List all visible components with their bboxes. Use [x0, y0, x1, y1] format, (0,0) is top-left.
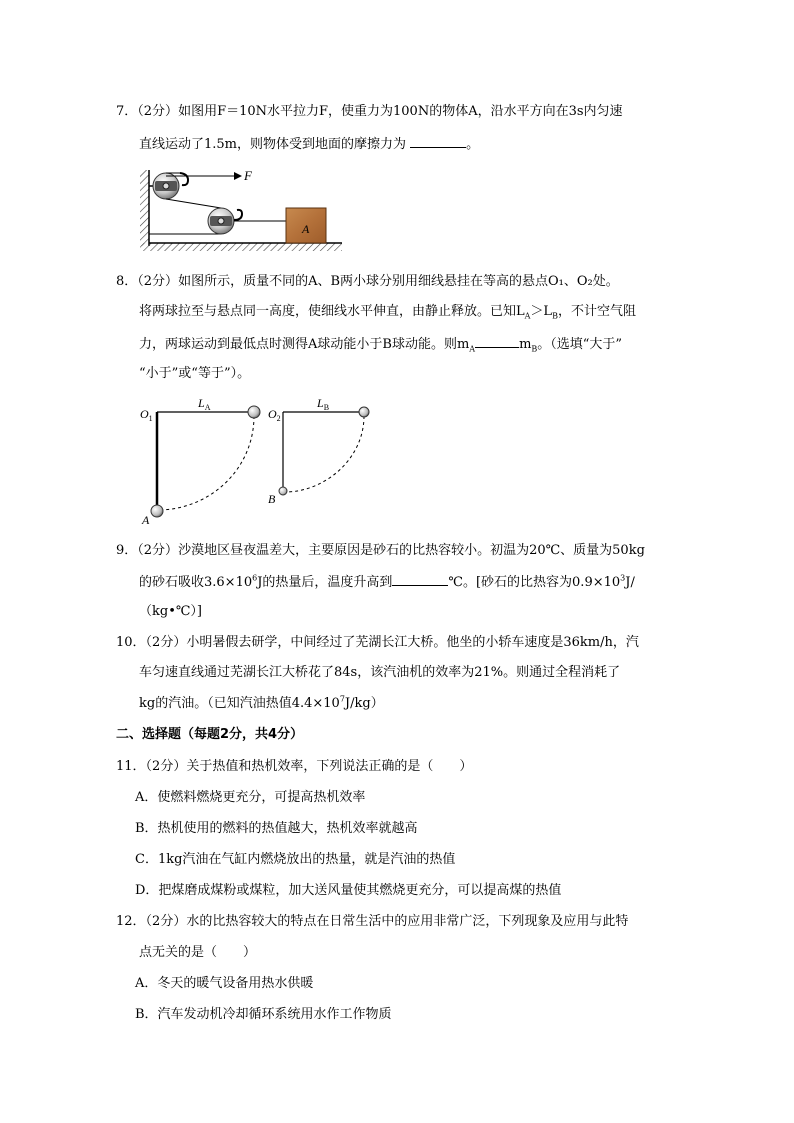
la-label: L [198, 396, 205, 410]
q9-exp-1: 6 [252, 573, 258, 583]
q12-text-1: 水的比热容较大的特点在日常生活中的应用非常广泛，下列现象及应用与此特 [186, 914, 629, 929]
q8-number: 8． [116, 274, 138, 289]
q11-line-1 [116, 758, 472, 776]
q8-sub-a: A [524, 311, 531, 321]
q8-line-1 [116, 273, 619, 291]
q8-text-2b: ，不计空气阻 [557, 304, 636, 319]
q7-number: 7． [116, 104, 138, 119]
q9-exp-2: 3 [620, 573, 626, 583]
q8-line-3 [139, 334, 622, 354]
q9-text-2d: J/ [625, 575, 635, 590]
q7-text-1: 如图用F＝10N水平拉力F，使重力为100N的物体A，沿水平方向在3s内匀速 [178, 104, 623, 119]
q11-option-b[interactable]: B．热机使用的燃料的热值越大，热机效率就越高 [135, 821, 418, 836]
q10-line-1 [116, 634, 639, 652]
q9-line-2 [139, 572, 635, 592]
q10-exp: 7 [339, 694, 345, 704]
pendulum-a [148, 406, 260, 517]
pendulum-b [276, 407, 369, 495]
fixed-pulley [153, 173, 179, 199]
q12-text-2: 点无关的是（ ） [139, 945, 257, 960]
wall [140, 170, 149, 246]
q11-stem: 关于热值和热机效率，下列说法正确的是（ ） [186, 759, 473, 774]
q9-text-2c: ℃。[砂石的比热容为0.9×10 [448, 575, 621, 590]
q9-text-2b: J的热量后，温度升高到 [257, 575, 393, 590]
q9-answer-blank[interactable] [392, 572, 448, 586]
q12-option-a[interactable]: A．冬天的暖气设备用热水供暖 [135, 976, 314, 991]
q11-score: （2分） [145, 759, 187, 774]
q12-option-b[interactable]: B．汽车发动机冷却循环系统用水作工作物质 [135, 1007, 392, 1022]
q9-score: （2分） [137, 543, 179, 558]
ground [140, 243, 342, 251]
q12-line-2 [139, 944, 256, 962]
q8-text-1: 如图所示，质量不同的A、B两小球分别用细线悬挂在等高的悬点O₁、O₂处。 [178, 274, 619, 289]
q9-text-3: （kg•℃）] [139, 604, 202, 619]
q7-answer-blank[interactable] [410, 134, 466, 148]
ball-b-label: B [268, 492, 276, 506]
o2-sub: 2 [276, 414, 281, 423]
lb-label: L [317, 396, 324, 410]
q8-text-4: “小于”或“等于”）。 [139, 366, 251, 381]
q11-option-a[interactable]: A．使燃料燃烧更充分，可提高热机效率 [135, 790, 366, 805]
block-label: A [302, 222, 310, 236]
q8-gt: ＞L [530, 304, 553, 319]
la-sub: A [204, 403, 211, 412]
movable-pulley [208, 208, 234, 234]
q8-line-2 [139, 303, 636, 321]
q7-line-1 [116, 103, 623, 121]
q7-score: （2分） [137, 104, 179, 119]
q7-text-2: 直线运动了1.5m，则物体受到地面的摩擦力为 [139, 137, 407, 152]
q12-number: 12． [116, 914, 146, 929]
q9-line-3 [139, 603, 202, 621]
svg-text:LB [316, 396, 329, 412]
q10-line-3 [139, 695, 384, 713]
q8-msub-b: B [531, 344, 538, 354]
q11-option-d[interactable]: D．把煤磨成煤粉或煤粒，加大送风量使其燃烧更充分，可以提高煤的热值 [135, 883, 562, 898]
svg-text:O1 [140, 407, 153, 423]
q8-score: （2分） [137, 274, 179, 289]
q8-text-3c: 。（选填“大于” [537, 337, 623, 352]
q9-line-1 [116, 542, 645, 560]
q12-score: （2分） [145, 914, 187, 929]
q8-text-3b: m [519, 337, 532, 352]
q10-score: （2分） [145, 635, 187, 650]
q8-msub-a: A [469, 344, 476, 354]
ball-a-label: A [142, 513, 150, 527]
q7-line-2 [139, 134, 479, 154]
q8-sub-b: B [552, 311, 558, 321]
q8-line-4 [139, 365, 250, 383]
pendulum-figure [138, 392, 378, 528]
lb-sub: B [323, 403, 330, 412]
pulley-figure [138, 164, 348, 254]
o1-label: O [140, 407, 149, 421]
svg-text:LA [197, 396, 211, 412]
q12-line-1 [116, 913, 628, 931]
section-2-title: 二、选择题（每题2分，共4分） [116, 727, 304, 742]
o2-label: O [268, 407, 277, 421]
q10-text-3a: kg的汽油。（已知汽油热值4.4×10 [139, 696, 340, 711]
q10-line-2 [139, 664, 620, 682]
q10-text-1: 小明暑假去研学，中间经过了芜湖长江大桥。他坐的小轿车速度是36km/h，汽 [186, 635, 639, 650]
o1-sub: 1 [148, 414, 153, 423]
q10-number: 10． [116, 635, 146, 650]
force-label: F [244, 168, 252, 183]
q9-text-1: 沙漠地区昼夜温差大，主要原因是砂石的比热容较小。初温为20℃、质量为50kg [178, 543, 645, 558]
svg-text:O2 [268, 407, 281, 423]
q8-text-2a: 将两球拉至与悬点同一高度，使细线水平伸直，由静止释放。已知L [139, 304, 525, 319]
q9-text-2a: 的砂石吸收3.6×10 [139, 575, 253, 590]
q8-answer-blank[interactable] [475, 334, 519, 348]
q10-text-2: 车匀速直线通过芜湖长江大桥花了84s，该汽油机的效率为21%。则通过全程消耗了 [139, 665, 621, 680]
q11-option-c[interactable]: C．1kg汽油在气缸内燃烧放出的热量，就是汽油的热值 [135, 852, 456, 867]
q7-end: 。 [466, 137, 480, 152]
q10-text-3b: J/kg） [344, 696, 384, 711]
q9-number: 9． [116, 543, 138, 558]
q11-number: 11． [116, 759, 146, 774]
q8-text-3a: 力，两球运动到最低点时测得A球动能小于B球动能。则m [139, 337, 470, 352]
